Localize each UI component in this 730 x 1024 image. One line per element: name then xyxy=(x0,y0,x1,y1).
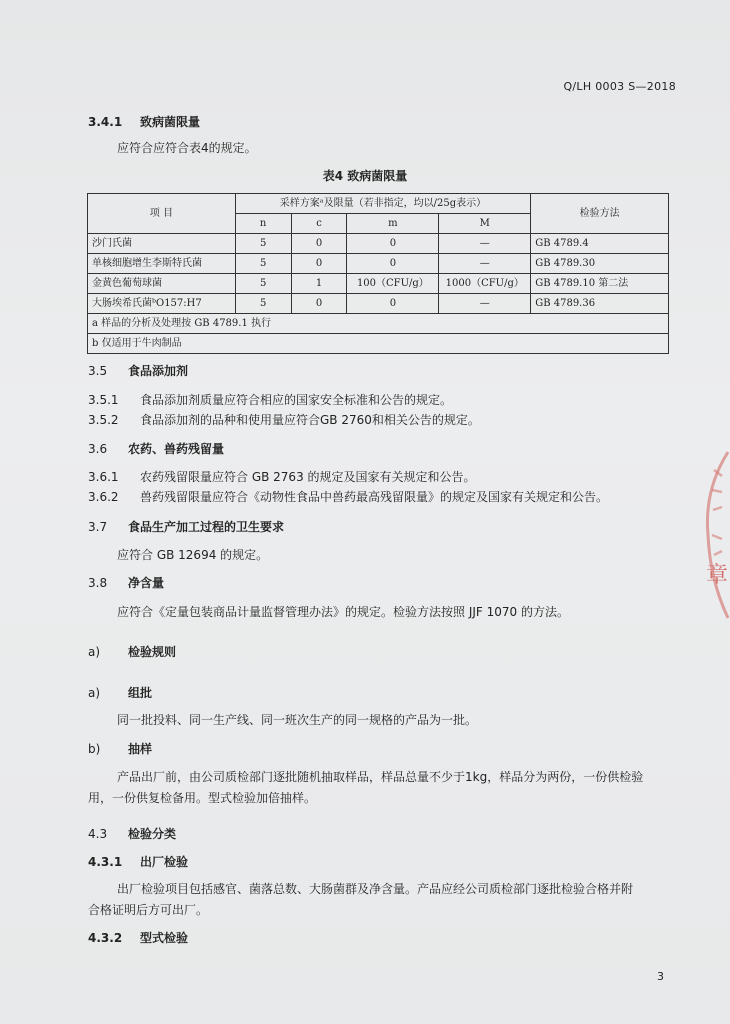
section-body: 农药残留限量应符合 GB 2763 的规定及国家有关规定和公告。 xyxy=(140,470,476,484)
header-plan: 采样方案ᵃ及限量（若非指定，均以/25g表示） xyxy=(235,194,531,214)
cell-item: 大肠埃希氏菌ᵇO157:H7 xyxy=(88,294,236,314)
cell-m: 0 xyxy=(347,254,439,274)
header-item: 项 目 xyxy=(88,194,236,234)
section-sampling-body-line2: 用，一份供复检备用。型式检验加倍抽样。 xyxy=(88,791,317,805)
note-b: b 仅适用于牛肉制品 xyxy=(88,334,669,354)
cell-c: 0 xyxy=(291,254,347,274)
section-body: 兽药残留限量应符合《动物性食品中兽药最高残留限量》的规定及国家有关规定和公告。 xyxy=(140,490,609,504)
cell-n: 5 xyxy=(235,274,291,294)
cell-method: GB 4789.30 xyxy=(531,254,669,274)
section-title: 致病菌限量 xyxy=(140,115,201,129)
header-M: M xyxy=(439,214,531,234)
standard-number: Q/LH 0003 S—2018 xyxy=(563,80,676,93)
cell-method: GB 4789.36 xyxy=(531,294,669,314)
cell-M: — xyxy=(439,254,531,274)
section-3-6-2 xyxy=(88,488,608,505)
section-title: 检验规则 xyxy=(128,645,177,659)
section-title: 检验分类 xyxy=(128,827,177,841)
section-number: b) xyxy=(88,742,101,756)
section-sampling-heading xyxy=(88,740,152,757)
section-3-6-1 xyxy=(88,468,476,485)
section-batch-heading xyxy=(88,684,152,701)
section-title: 抽样 xyxy=(128,742,153,756)
section-number: 3.6.2 xyxy=(88,490,119,504)
cell-c: 0 xyxy=(291,234,347,254)
section-4-3-1-heading xyxy=(88,853,188,870)
section-title: 农药、兽药残留量 xyxy=(128,442,225,456)
section-number: 3.6.1 xyxy=(88,470,119,484)
section-number: 3.5 xyxy=(88,364,108,378)
cell-item: 金黄色葡萄球菌 xyxy=(88,274,236,294)
table-row xyxy=(88,234,669,254)
table-note xyxy=(88,314,669,334)
table-row xyxy=(88,294,669,314)
section-number: 3.5.2 xyxy=(88,413,119,427)
header-c: c xyxy=(291,214,347,234)
cell-m: 0 xyxy=(347,234,439,254)
section-4-3-heading xyxy=(88,825,176,842)
section-number: a) xyxy=(88,686,101,700)
cell-item: 沙门氏菌 xyxy=(88,234,236,254)
cell-c: 1 xyxy=(291,274,347,294)
section-batch-body: 同一批投料、同一生产线、同一班次生产的同一规格的产品为一批。 xyxy=(117,713,478,727)
section-number: 3.8 xyxy=(88,576,108,590)
cell-n: 5 xyxy=(235,234,291,254)
section-3-5-1 xyxy=(88,391,452,408)
section-title: 出厂检验 xyxy=(140,855,189,869)
section-title: 组批 xyxy=(128,686,153,700)
section-number: 3.7 xyxy=(88,520,108,534)
table-row xyxy=(88,254,669,274)
section-title: 净含量 xyxy=(128,576,165,590)
pathogen-limit-table xyxy=(87,193,669,354)
cell-m: 0 xyxy=(347,294,439,314)
cell-n: 5 xyxy=(235,294,291,314)
section-3-4-1-body: 应符合应符合表4的规定。 xyxy=(117,141,257,155)
cell-method: GB 4789.10 第二法 xyxy=(531,274,669,294)
header-m: m xyxy=(347,214,439,234)
cell-M: — xyxy=(439,234,531,254)
section-body: 食品添加剂的品种和使用量应符合GB 2760和相关公告的规定。 xyxy=(140,413,480,427)
table-row xyxy=(88,274,669,294)
section-number: 3.6 xyxy=(88,442,108,456)
section-3-4-1-heading xyxy=(88,113,200,130)
seal-text: 章 xyxy=(706,563,729,588)
section-4-3-1-body-line2: 合格证明后方可出厂。 xyxy=(88,903,209,917)
header-n: n xyxy=(235,214,291,234)
cell-n: 5 xyxy=(235,254,291,274)
page-number: 3 xyxy=(657,970,664,983)
section-number: a) xyxy=(88,645,101,659)
note-a: a 样品的分析及处理按 GB 4789.1 执行 xyxy=(88,314,669,334)
section-sampling-body-line1: 产品出厂前，由公司质检部门逐批随机抽取样品，样品总量不少于1kg，样品分为两份，一份供检验 xyxy=(117,770,644,784)
cell-method: GB 4789.4 xyxy=(531,234,669,254)
section-number: 4.3.1 xyxy=(88,855,123,869)
section-3-5-heading xyxy=(88,362,188,379)
seal-arc-graphic xyxy=(700,450,730,620)
section-3-8-heading xyxy=(88,574,164,591)
section-title: 食品添加剂 xyxy=(128,364,189,378)
table-note xyxy=(88,334,669,354)
section-4-3-1-body-line1: 出厂检验项目包括感官、菌落总数、大肠菌群及净含量。产品应经公司质检部门逐批检验合格并附 xyxy=(117,882,634,896)
seal-stamp xyxy=(700,450,730,620)
cell-m: 100（CFU/g） xyxy=(347,274,439,294)
section-number: 3.5.1 xyxy=(88,393,119,407)
cell-item: 单核细胞增生李斯特氏菌 xyxy=(88,254,236,274)
section-title: 食品生产加工过程的卫生要求 xyxy=(128,520,285,534)
section-3-7-body: 应符合 GB 12694 的规定。 xyxy=(117,548,269,562)
header-method: 检验方法 xyxy=(531,194,669,234)
section-3-8-body: 应符合《定量包装商品计量监督管理办法》的规定。检验方法按照 JJF 1070 的方法。 xyxy=(117,605,569,619)
section-4-3-2-heading xyxy=(88,929,188,946)
section-number: 3.4.1 xyxy=(88,115,123,129)
section-title: 型式检验 xyxy=(140,931,189,945)
cell-c: 0 xyxy=(291,294,347,314)
cell-M: — xyxy=(439,294,531,314)
section-number: 4.3 xyxy=(88,827,108,841)
section-3-7-heading xyxy=(88,518,284,535)
section-3-6-heading xyxy=(88,440,224,457)
table-caption: 表4 致病菌限量 xyxy=(322,169,408,183)
section-number: 4.3.2 xyxy=(88,931,123,945)
section-inspection-rules-heading xyxy=(88,643,176,660)
cell-M: 1000（CFU/g） xyxy=(439,274,531,294)
section-3-5-2 xyxy=(88,411,480,428)
section-body: 食品添加剂质量应符合相应的国家安全标准和公告的规定。 xyxy=(140,393,453,407)
